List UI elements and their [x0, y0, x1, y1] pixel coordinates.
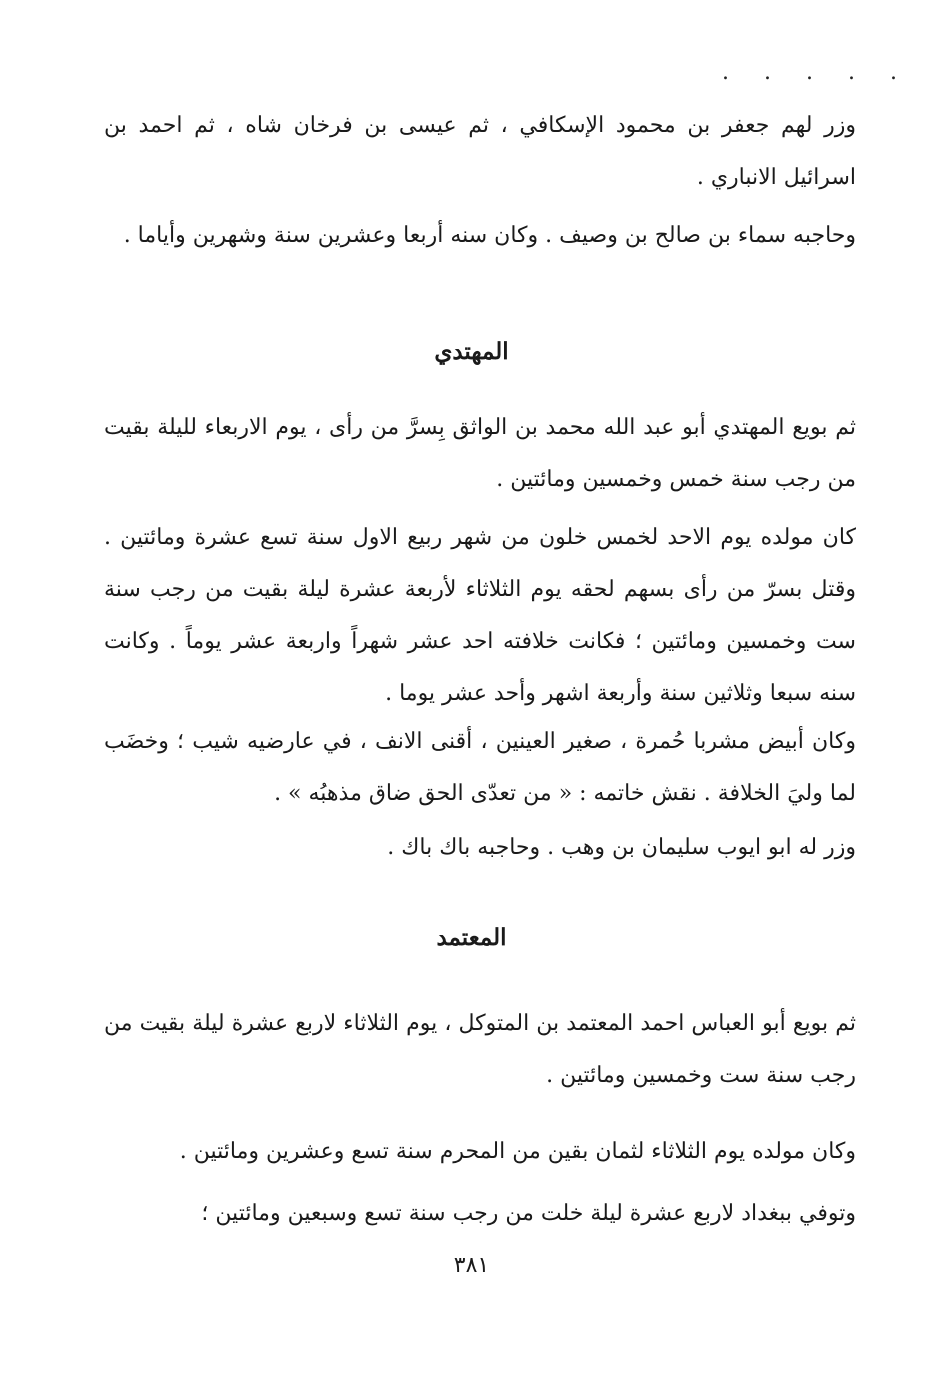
paragraph-viziers: وزر لهم جعفر بن محمود الإسكافي ، ثم عيسى بن فرخان شاه ، ثم احمد بن اسرائيل الانباري . [104, 113, 856, 190]
paragraph-muhtadi-description: وكان أبيض مشربا حُمرة ، صغير العينين ، أقنى الانف ، في عارضيه شيب ؛ وخضَب لما وليَ الخلافة . نقش خاتمه : « من تعدّى الحق ضاق مذهبُه » . [104, 729, 856, 806]
paragraph-mutamid-death: وتوفي ببغداد لاربع عشرة ليلة خلت من رجب سنة تسع وسبعين ومائتين ؛ [201, 1201, 856, 1226]
paragraph-chamberlain: وحاجبه سماء بن صالح بن وصيف . وكان سنه أربعا وعشرين سنة وشهرين وأياما . [123, 223, 856, 248]
section-heading-muhtadi: المهتدي [434, 338, 509, 365]
paragraph-mutamid-birth: وكان مولده يوم الثلاثاء لثمان بقين من المحرم سنة تسع وعشرين ومائتين . [179, 1139, 856, 1164]
paragraph-muhtadi-accession: ثم بويع المهتدي أبو عبد الله محمد بن الواثق بِسرَّ من رأى ، يوم الاربعاء لليلة بقيت من رجب سنة خمس وخمسين ومائتين . [104, 415, 856, 492]
paragraph-mutamid-accession: ثم بويع أبو العباس احمد المعتمد بن المتوكل ، يوم الثلاثاء لاربع عشرة ليلة بقيت من رجب سنة ست وخمسين ومائتين . [104, 1011, 856, 1088]
top-dots: . . . . . [722, 60, 911, 85]
section-heading-mutamid: المعتمد [436, 924, 507, 951]
paragraph-muhtadi-vizier: وزر له ابو ايوب سليمان بن وهب . وحاجبه باك باك . [387, 835, 856, 860]
paragraph-muhtadi-birth-death: كان مولده يوم الاحد لخمس خلون من شهر ربيع الاول سنة تسع عشرة ومائتين . وقتل بسرّ من رأى بسهم لحقه يوم الثلاثاء لأربعة عشرة ليلة بقيت من رجب سنة ست وخمسين ومائتين ؛ فكانت خلافته احد عشر شهراً واربعة عشر يوماً . وكانت سنه سبعا وثلاثين سنة وأربعة اشهر وأحد عشر يوما . [104, 525, 856, 706]
page-number: ٣٨١ [453, 1253, 490, 1278]
